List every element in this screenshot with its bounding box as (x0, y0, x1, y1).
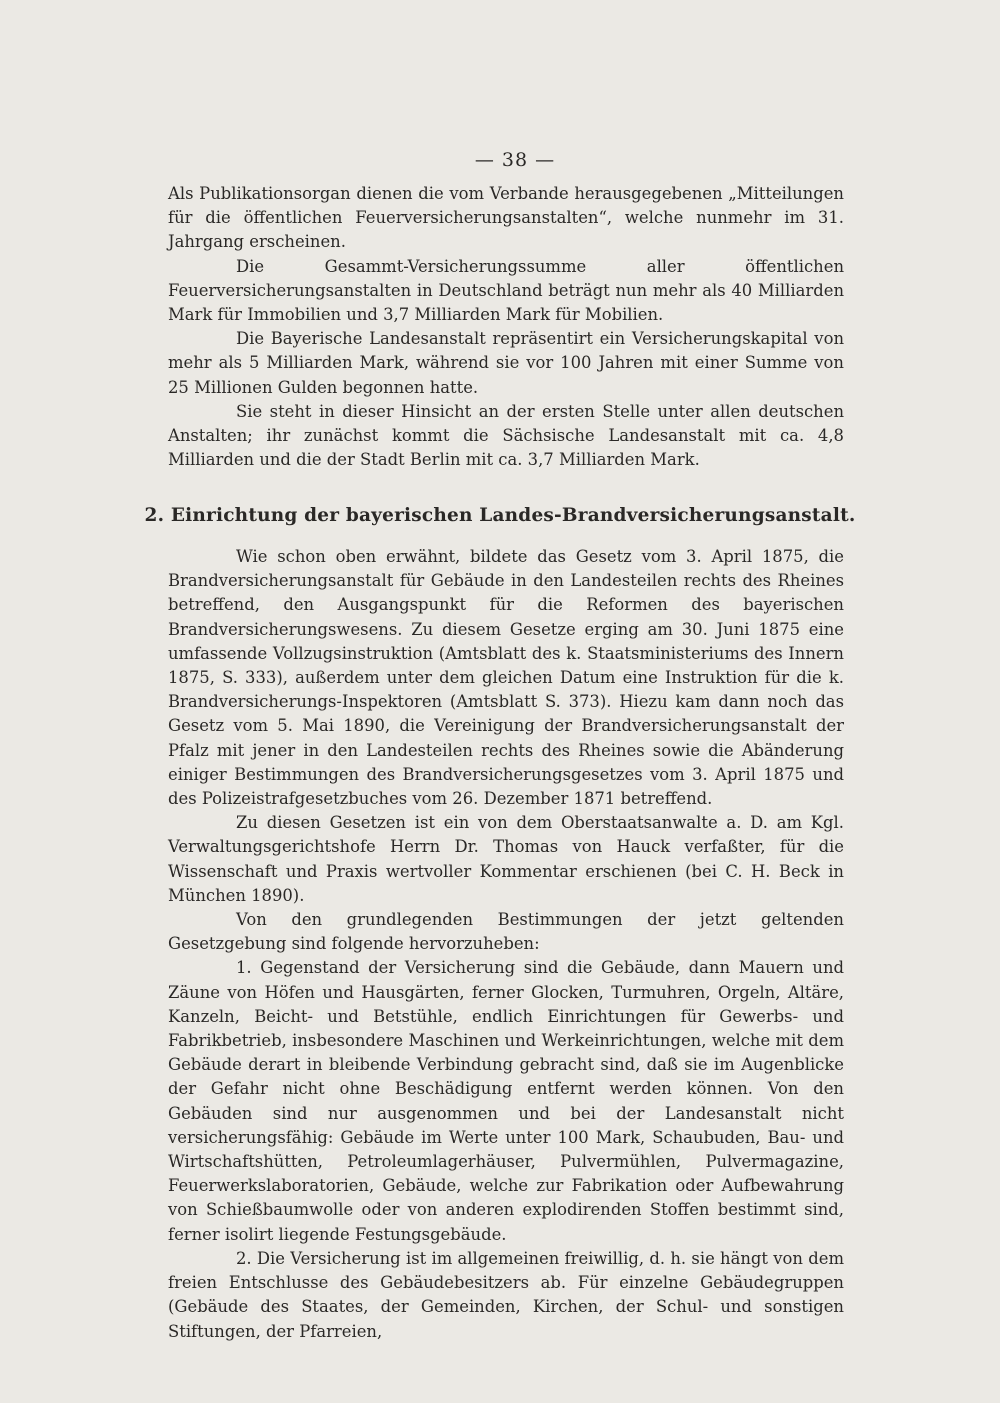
paragraph-law-1875: Wie schon oben erwähnt, bildete das Gesetz vom 3. April 1875, die Brandversicherungsanstalt für Gebäude in den Landesteilen rechts des Rheines betreffend, den Ausgangspunkt für die Reformen des bayerischen Brandversicherungswesens. Zu diesem Gesetze erging am 30. Juni 1875 eine umfassende Vollzugsinstruktion (Amtsblatt des k. Staatsministeriums des Innern 1875, S. 333), außerdem unter dem gleichen Datum eine Instruktion für die k. Brandversicherungs-Inspektoren (Amtsblatt S. 373). Hiezu kam dann noch das Gesetz vom 5. Mai 1890, die Vereinigung der Brandversicherungsanstalt der Pfalz mit jener in den Landesteilen rechts des Rheines sowie die Abänderung einiger Bestimmungen des Brandversicherungsgesetzes vom 3. April 1875 und des Polizeistrafgesetzbuches vom 26. Dezember 1871 betreffend. (168, 547, 844, 809)
paragraph-ranking: Sie steht in dieser Hinsicht an der ersten Stelle unter allen deutschen Anstalten; ihr zunächst kommt die Sächsische Landesanstalt mit ca. 4,8 Milliarden und die der Stadt Berlin mit ca. 3,7 Milliarden Mark. (168, 401, 844, 470)
section-text-block (168, 545, 844, 1344)
paragraph-provisions-intro: Von den grundlegenden Bestimmungen der jetzt geltenden Gesetzgebung sind folgende hervorzuheben: (168, 910, 844, 954)
paragraph-item-2: 2. Die Versicherung ist im allgemeinen freiwillig, d. h. sie hängt von dem freien Entschlusse des Gebäudebesitzers ab. Für einzelne Gebäudegruppen (Gebäude des Staates, der Gemeinden, Kirchen, der Schul- und sonstigen Stiftungen, der Pfarreien, (168, 1248, 844, 1341)
paragraph-commentary: Zu diesen Gesetzen ist ein von dem Oberstaatsanwalte a. D. am Kgl. Verwaltungsgerichtshofe Herrn Dr. Thomas von Hauck verfaßter, für die Wissenschaft und Praxis wertvoller Kommentar erschienen (bei C. H. Beck in München 1890). (168, 813, 844, 905)
intro-text-block (168, 182, 844, 472)
paragraph-item-1: 1. Gegenstand der Versicherung sind die Gebäude, dann Mauern und Zäune von Höfen und Hausgärten, ferner Glocken, Turmuhren, Orgeln, Altäre, Kanzeln, Beicht- und Betstühle, endlich Einrichtungen für Gewerbs- und Fabrikbetrieb, insbesondere Maschinen und Werkeinrichtungen, welche mit dem Gebäude derart in bleibende Verbindung gebracht sind, daß sie im Augenblicke der Gefahr nicht ohne Beschädigung entfernt werden können. Von den Gebäuden sind nur ausgenommen und bei der Landesanstalt nicht versicherungsfähig: Gebäude im Werte unter 100 Mark, Schaubuden, Bau- und Wirtschaftshütten, Petroleumlagerhäuser, Pulvermühlen, Pulvermagazine, Feuerwerkslaboratorien, Gebäude, welche zur Fabrikation oder Aufbewahrung von Schießbaumwolle oder von anderen explodirenden Stoffen bestimmt sind, ferner isolirt liegende Festungsgebäude. (168, 958, 844, 1244)
paragraph-total-insurance: Die Gesammt-Versicherungssumme aller öffentlichen Feuerversicherungsanstalten in Deutschland beträgt nun mehr als 40 Milliarden Mark für Immobilien und 3,7 Milliarden Mark für Mobilien. (168, 256, 844, 325)
page-number: — 38 — (474, 149, 556, 171)
section-heading: 2. Einrichtung der bayerischen Landes-Brandversicherungsanstalt. (144, 505, 856, 526)
paragraph-bavarian-capital: Die Bayerische Landesanstalt repräsentirt ein Versicherungskapital von mehr als 5 Milliarden Mark, während sie vor 100 Jahren mit einer Summe von 25 Millionen Gulden begonnen hatte. (168, 329, 844, 397)
paragraph-publication-organ: Als Publikationsorgan dienen die vom Verbande herausgegebenen „Mitteilungen für die öffentlichen Feuerversicherungsanstalten“, welche nunmehr im 31. Jahrgang erscheinen. (168, 184, 844, 252)
